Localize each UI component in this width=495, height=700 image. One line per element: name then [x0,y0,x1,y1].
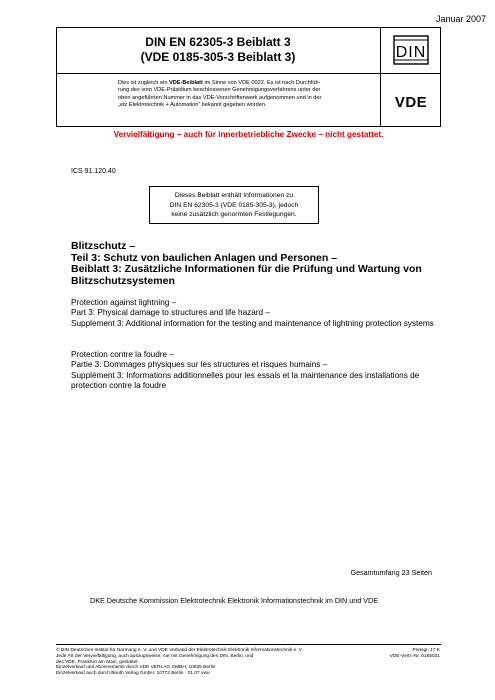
standard-title-box [56,27,381,74]
title-german [71,241,441,287]
info-box-line: Dieses Beiblatt enthält Informationen zu [174,192,294,199]
title-french-line: Partie 3: Dommages physiques sur les structures et risques humains – [71,360,328,370]
vde-logo-icon [381,74,441,127]
vde-note [56,74,381,127]
info-box-line: DIN EN 62305-3 (VDE 0185-305-3), jedoch [169,201,299,209]
footer-line: des VDE, Frankfurt am Main, gestattet. [56,659,139,665]
vde-logo-text: VDE [394,94,428,111]
info-box-line: keine zusätzlich genormten Festlegungen. [171,211,297,219]
title-french-line: Protection contre la foudre – [71,350,174,359]
title-german-line: Blitzschutz – [71,240,136,252]
din-logo-icon [381,27,441,74]
title-german-line: Beiblatt 3: Zusätzliche Informationen für die Prüfung und Wartung von [71,263,422,276]
vde-number: (VDE 0185-305-3 Beiblatt 3) [140,50,296,64]
title-english-line: Supplement 3: Additional information for the testing and maintenance of lightning protection systems [71,318,434,328]
title-english-line: Protection against lightning – [71,298,177,307]
title-german-line: Blitzschutzsystemen [71,274,175,287]
vde-note-line: Dies ist zugleich ein VDE-Beiblatt im Sinne von VDE 0022. Es ist nach Durchfüh- [118,80,321,86]
footer-order-info [385,648,440,660]
din-logo-text: DIN [395,44,427,61]
title-french [71,350,441,391]
copy-notice: Vervielfältigung – auch für innerbetriebliche Zwecke – nicht gestattet. [113,130,384,139]
footer-line: Jede Art der Vervielfältigung, auch auszugsweise, nur mit Genehmigung des DIN, Berlin, und [56,653,254,659]
committee-line: DKE Deutsche Kommission Elektrotechnik Elektronik Informationstechnik im DIN und VDE [90,596,379,605]
title-english-line: Part 3: Physical damage to structures and life hazard – [71,308,270,318]
vde-note-line: rung des vom VDE-Präsidium beschlossenen Genehmigungsverfahrens unter der [118,87,321,94]
footer-line: © DIN Deutsches Institut für Normung e. V. und VDE Verband der Elektrotechnik Elektronik Informationstechnik e. V. [56,648,303,653]
footer-separator [56,644,441,645]
issue-date: Januar 2007 [436,14,487,24]
ics-code: ICS 91.120.40 [71,168,116,175]
vde-logo [381,74,441,127]
vde-note-line: „etz Elektrotechnik + Automation“ bekannt gegeben worden. [118,101,267,108]
vde-note-line: oben angeführten Nummer in das VDE-Vorschriftenwerk aufgenommen und in der [118,94,322,101]
standard-number: DIN EN 62305-3 Beiblatt 3 [145,35,291,49]
info-box [149,186,319,224]
total-pages: Gesamtumfang 23 Seiten [350,568,432,577]
title-german-line: Teil 3: Schutz von baulichen Anlagen und Personen – [71,251,338,264]
vde-beiblatt-emphasis: VDE-Beiblatt [169,80,203,86]
footer-line: Einzelverkauf und Abonnements durch VDE VERLAG GMBH, 10625 Berlin [56,665,216,671]
title-french-line: Supplément 3: Informations additionnelles pour les essais et la maintenance des installations de protection contre la foudre [71,370,420,390]
title-english [71,298,441,329]
din-logo [381,27,441,74]
footer-line: Einzelverkauf auch durch Beuth Verlag GmbH, 10772 Berlin · 01.07 vwu [56,671,210,677]
price-group: Preisgr. 17 K [412,648,440,653]
order-number: VDE-Vertr.-Nr. 0185021 [389,653,440,659]
footer-copyright [56,648,371,677]
